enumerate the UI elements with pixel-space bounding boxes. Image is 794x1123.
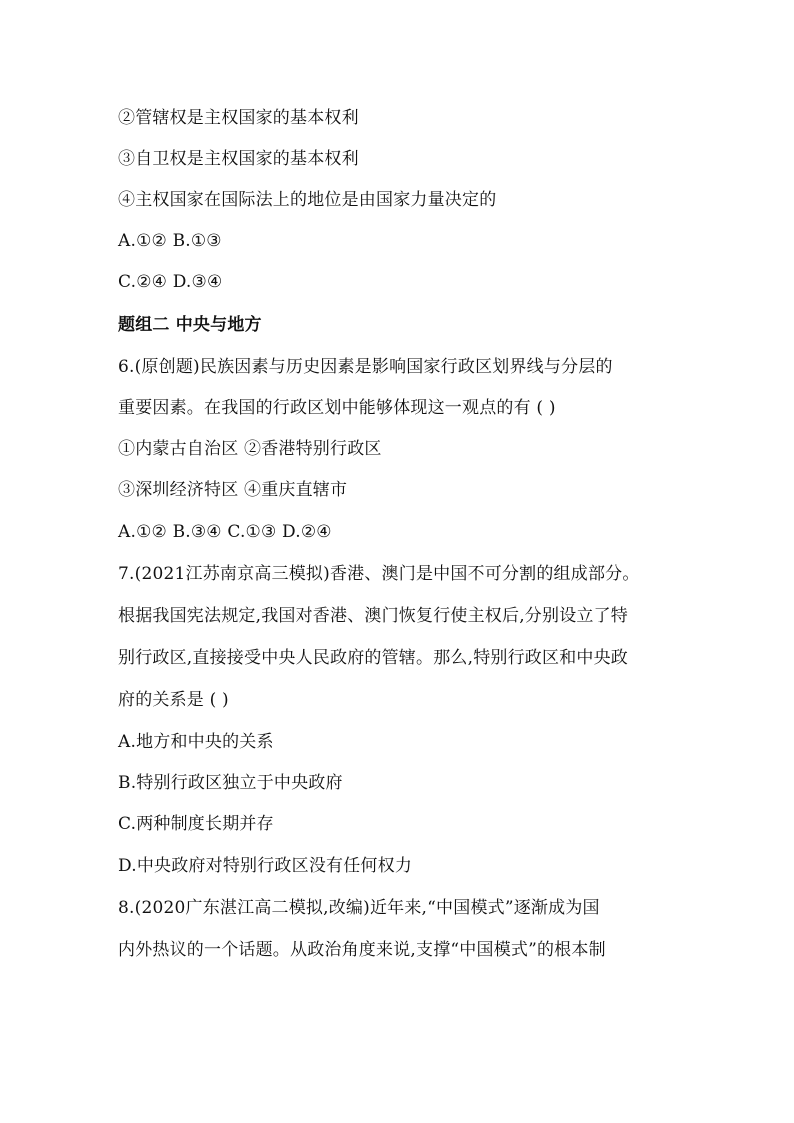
q7-stem-line-3: 别行政区,直接接受中央人民政府的管辖。那么,特别行政区和中央政 (118, 648, 629, 668)
q6-options: A.①② B.③④ C.①③ D.②④ (118, 522, 332, 542)
q6-stem-line-2: 重要因素。在我国的行政区划中能够体现这一观点的有 ( ) (118, 398, 556, 418)
q5-statement-2: ②管辖权是主权国家的基本权利 (118, 108, 359, 128)
q8-stem-line-2: 内外热议的一个话题。从政治角度来说,支撑“中国模式”的根本制 (118, 940, 606, 960)
q7-stem-line-1: 7.(2021江苏南京高三模拟)香港、澳门是中国不可分割的组成部分。 (118, 564, 640, 584)
q6-choices-line-2: ③深圳经济特区 ④重庆直辖市 (118, 480, 348, 500)
q7-option-d: D.中央政府对特别行政区没有任何权力 (118, 856, 413, 876)
q5-options-ab: A.①② B.①③ (118, 231, 222, 251)
section-heading-group-2: 题组二 中央与地方 (118, 315, 262, 335)
q5-statement-4: ④主权国家在国际法上的地位是由国家力量决定的 (118, 190, 497, 210)
q5-options-cd: C.②④ D.③④ (118, 272, 223, 292)
q6-choices-line-1: ①内蒙古自治区 ②香港特别行政区 (118, 439, 382, 459)
q7-stem-line-2: 根据我国宪法规定,我国对香港、澳门恢复行使主权后,分别设立了特 (118, 606, 629, 626)
q8-stem-line-1: 8.(2020广东湛江高二模拟,改编)近年来,“中国模式”逐渐成为国 (118, 898, 600, 918)
q7-option-b: B.特别行政区独立于中央政府 (118, 773, 343, 793)
q7-option-a: A.地方和中央的关系 (118, 732, 274, 752)
q7-option-c: C.两种制度长期并存 (118, 814, 274, 834)
q6-stem-line-1: 6.(原创题)民族因素与历史因素是影响国家行政区划界线与分层的 (118, 357, 613, 377)
q5-statement-3: ③自卫权是主权国家的基本权利 (118, 149, 359, 169)
q7-stem-line-4: 府的关系是 ( ) (118, 690, 229, 710)
